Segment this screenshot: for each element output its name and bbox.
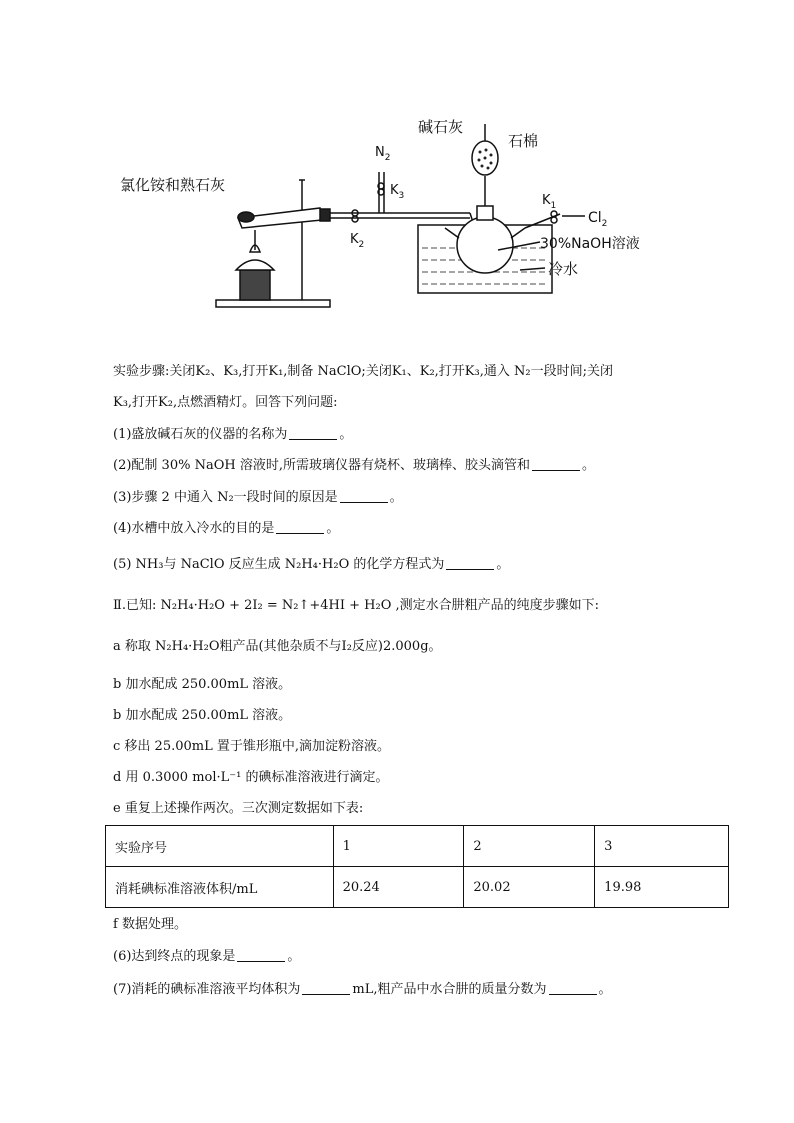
question-4: (4)水槽中放入冷水的目的是 。 [113,521,340,536]
step-a: a 称取 N₂H₄·H₂O粗产品(其他杂质不与I₂反应)2.000g。 [113,639,442,654]
table-cell: 20.02 [464,867,595,908]
answer-blank[interactable] [276,521,324,534]
step-e: e 重复上述操作两次。三次测定数据如下表: [113,801,364,816]
answer-blank[interactable] [549,982,597,995]
reagent-label: 氯化铵和熟石灰 [120,176,226,194]
answer-blank[interactable] [237,949,285,962]
question-2: (2)配制 30% NaOH 溶液时,所需玻璃仪器有烧杯、玻璃棒、胶头滴管和 。 [113,458,595,473]
titration-data-table [105,825,729,908]
step-d: d 用 0.3000 mol·L⁻¹ 的碘标准溶液进行滴定。 [113,770,389,785]
asbestos-label: 石棉 [508,132,539,150]
steps-line-1: 实验步骤:关闭K₂、K₃,打开K₁,制备 NaClO;关闭K₁、K₂,打开K₃,通入 N₂一段时间;关闭 [113,364,613,379]
naoh-label: 30%NaOH溶液 [540,236,640,252]
table-cell: 消耗碘标准溶液体积/mL [106,867,334,908]
question-7: (7)消耗的碘标准溶液平均体积为 mL,粗产品中水合肼的质量分数为 。 [113,982,612,997]
k1-label: $K_1$ [542,193,557,211]
answer-blank[interactable] [289,427,337,440]
step-f: f 数据处理。 [113,917,187,932]
table-header-row [106,826,729,867]
question-5: (5) NH₃与 NaClO 反应生成 N₂H₄·H₂O 的化学方程式为 。 [113,557,510,572]
k2-label: $K_2$ [350,232,365,250]
soda-lime-label: 碱石灰 [418,118,464,136]
question-6: (6)达到终点的现象是 。 [113,949,301,964]
step-b: b 加水配成 250.00mL 溶液。 [113,677,292,692]
cold-water-label: 冷水 [548,260,579,278]
answer-blank[interactable] [446,557,494,570]
table-row [106,867,729,908]
steps-line-2: K₃,打开K₂,点燃酒精灯。回答下列问题: [113,395,338,410]
table-cell: 1 [333,826,464,867]
table-cell: 3 [595,826,729,867]
apparatus-diagram [100,110,700,320]
question-1: (1)盛放碱石灰的仪器的名称为 。 [113,427,353,442]
table-cell: 19.98 [595,867,729,908]
part-2-intro: Ⅱ.已知: N₂H₄·H₂O + 2I₂ = N₂↑+4HI + H₂O ,测定水合肼粗产品的纯度步骤如下: [113,598,600,613]
step-c: c 移出 25.00mL 置于锥形瓶中,滴加淀粉溶液。 [113,739,390,754]
table-cell: 2 [464,826,595,867]
cl2-label: $Cl_2$ [588,210,608,229]
answer-blank[interactable] [532,458,580,471]
answer-blank[interactable] [340,490,388,503]
answer-blank[interactable] [302,982,350,995]
table-cell: 20.24 [333,867,464,908]
table-cell: 实验序号 [106,826,334,867]
question-3: (3)步骤 2 中通入 N₂一段时间的原因是 。 [113,490,403,505]
n2-label: $N_2$ [375,145,391,163]
step-b-repeat: b 加水配成 250.00mL 溶液。 [113,708,292,723]
k3-label: $K_3$ [390,183,405,201]
